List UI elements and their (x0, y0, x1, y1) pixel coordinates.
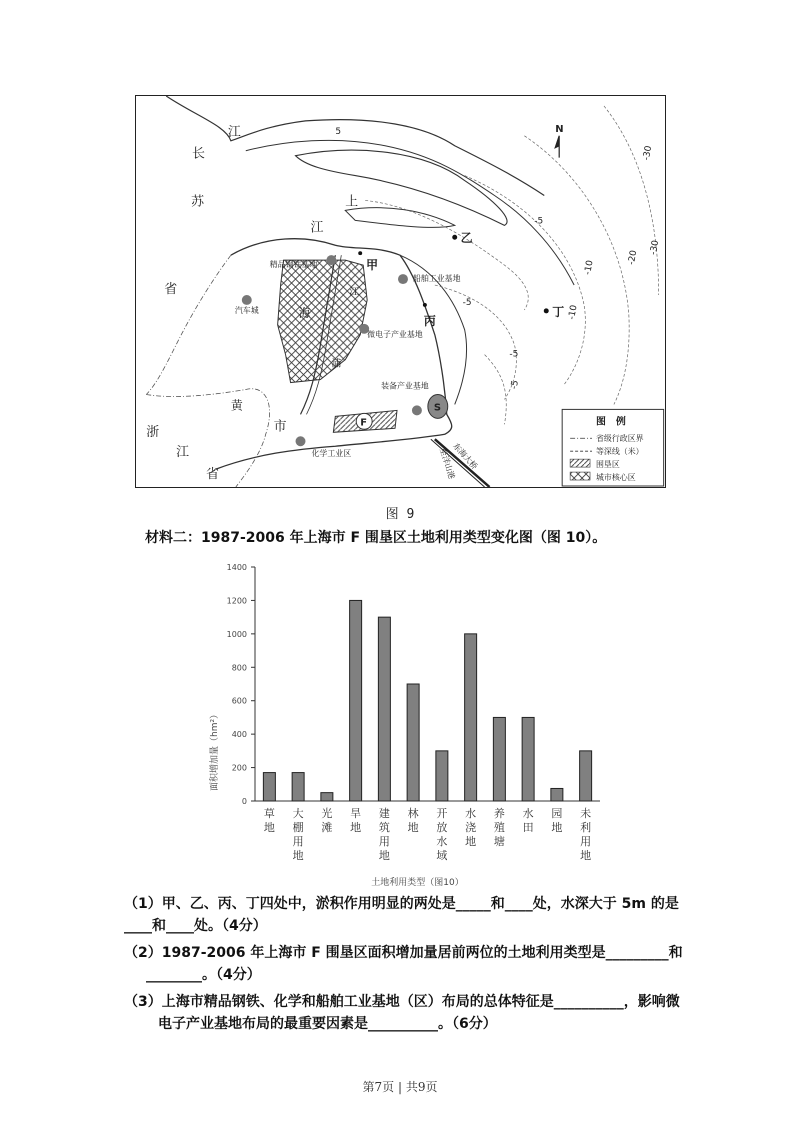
river-bank-north (166, 96, 544, 195)
base-steel-dot (326, 255, 336, 265)
x-tick-label: 地 (378, 849, 390, 862)
x-tick-label: 浇 (465, 821, 477, 834)
question-3 (124, 991, 680, 1035)
depth-label: -5 (534, 216, 544, 227)
base-micro: 微电子产业基地 (367, 329, 423, 339)
x-tick-label: 地 (407, 821, 419, 834)
depth-label: -5 (462, 297, 472, 308)
depth-label: -5 (509, 379, 521, 391)
figure9-caption: 图 9 (385, 507, 415, 522)
base-auto-dot (242, 295, 252, 305)
isobath-30 (604, 106, 662, 295)
base-equip: 装备产业基地 (381, 381, 429, 391)
x-tick-label: 棚 (292, 821, 304, 834)
map-svg (136, 96, 665, 487)
legend-item: 省级行政区界 (596, 434, 644, 444)
bar (292, 773, 304, 801)
x-tick-label: 地 (465, 835, 477, 848)
y-tick-label: 600 (231, 696, 247, 706)
isobath-5c (485, 355, 507, 425)
place-hai: 海 (298, 305, 311, 320)
x-tick-label: 水 (436, 835, 448, 848)
city-core-area (278, 260, 368, 382)
place-sheng1: 省 (164, 281, 178, 297)
figure9-map (135, 95, 666, 488)
question-3-line1: （3）上海市精品钢铁、化学和船舶工业基地（区）布局的总体特征是__________，影响微 (124, 994, 680, 1010)
x-tick-label: 地 (350, 821, 362, 834)
x-tick-label: 旱 (350, 807, 362, 820)
x-tick-label: 地 (580, 849, 592, 862)
point-jia-dot (358, 251, 362, 255)
depth-label: -5 (509, 349, 519, 360)
province-boundary2 (146, 255, 231, 394)
depth-label: -30 (648, 239, 662, 256)
place-huang: 黄 (230, 398, 243, 413)
y-tick-label: 1400 (226, 563, 247, 572)
x-tick-label: 用 (292, 835, 304, 848)
place-shi: 市 (273, 419, 287, 435)
depth-label: -10 (583, 259, 596, 276)
s-label: S (433, 402, 442, 414)
question-2 (124, 942, 683, 986)
x-tick-label: 滩 (321, 821, 333, 834)
bar-chart-svg (195, 555, 615, 895)
y-tick-label: 1200 (226, 596, 247, 606)
isobath-5b (435, 285, 517, 399)
x-tick-label: 建 (378, 807, 390, 820)
question-1 (124, 893, 679, 937)
point-yi: 乙 (460, 231, 473, 246)
y-axis-label: 面积增加量（hm²） (210, 709, 220, 791)
x-axis-label: 土地利用类型（图10） (371, 878, 464, 888)
material2-heading: 材料二：1987-2006 年上海市 F 围垦区土地利用类型变化图（图 10）。 (145, 530, 607, 546)
isobath-10 (462, 176, 586, 385)
island-label: 至洋山港 (437, 447, 457, 481)
place-zhe: 浙 (146, 425, 160, 441)
base-ship: 船舶工业基地 (412, 274, 461, 284)
question-1-line1: （1）甲、乙、丙、丁四处中，淤积作用明显的两处是_____和____处，水深大于 5m 的是 (124, 896, 679, 912)
f-label: F (360, 417, 368, 429)
depth-label: 5 (335, 126, 342, 137)
y-tick-label: 0 (241, 797, 247, 806)
y-tick-label: 1000 (226, 629, 247, 639)
x-tick-label: 用 (378, 835, 390, 848)
map-legend (562, 409, 663, 486)
place-sheng2: 省 (205, 467, 219, 483)
depth-label: -20 (626, 249, 640, 266)
x-tick-label: 水 (465, 807, 477, 820)
bar (350, 600, 362, 801)
question-3-line2: 电子产业基地布局的最重要因素是__________。（6分） (158, 1016, 497, 1032)
place-pu: 浦 (331, 358, 342, 370)
bar (436, 751, 448, 801)
x-tick-label: 地 (263, 821, 275, 834)
depth-label: -10 (567, 304, 580, 321)
point-bing-dot (423, 303, 427, 307)
svg-text:N: N (555, 123, 564, 135)
place-jiang4: 江 (176, 445, 190, 461)
place-jiang5: 江 (349, 286, 360, 298)
bridge-label: 东海大桥 (451, 441, 480, 472)
legend-item: 等深线（米） (596, 447, 644, 457)
point-ding: 丁 (552, 304, 565, 319)
x-tick-label: 园 (551, 807, 563, 820)
base-chem-dot (296, 436, 306, 446)
x-tick-label: 草 (263, 807, 275, 820)
x-tick-label: 塘 (493, 835, 505, 848)
y-tick-label: 200 (231, 763, 247, 773)
figure10-chart (195, 555, 615, 895)
x-tick-label: 林 (407, 807, 419, 820)
x-tick-label: 光 (321, 807, 333, 820)
place-jiang1: 江 (227, 124, 241, 140)
x-tick-label: 开 (436, 807, 448, 820)
bar (407, 684, 419, 801)
base-ship-dot (398, 274, 408, 284)
x-tick-label: 养 (493, 807, 505, 820)
point-jia: 甲 (366, 258, 379, 273)
legend-item: 城市核心区 (596, 473, 636, 483)
x-tick-label: 田 (522, 821, 534, 834)
bar (321, 793, 333, 801)
bar (378, 617, 390, 801)
point-ding-dot (544, 308, 549, 313)
bar (551, 788, 563, 801)
bar (465, 634, 477, 801)
point-bing: 丙 (423, 313, 436, 328)
x-tick-label: 水 (522, 807, 534, 820)
bar (493, 717, 505, 801)
bar (580, 751, 592, 801)
place-chang: 长 (192, 146, 205, 162)
x-tick-label: 地 (292, 849, 304, 862)
question-2-line1: （2）1987-2006 年上海市 F 围垦区面积增加量居前两位的土地利用类型是_________和 (124, 945, 683, 961)
legend-item: 围垦区 (596, 460, 620, 470)
base-chem: 化学工业区 (311, 449, 352, 459)
point-yi-dot (452, 235, 457, 240)
x-tick-label: 放 (436, 821, 448, 834)
x-tick-label: 大 (292, 807, 304, 820)
x-tick-label: 殖 (493, 821, 505, 834)
place-jiang2: 江 (310, 220, 324, 236)
x-tick-label: 域 (436, 849, 448, 862)
depth-label: -30 (641, 145, 655, 162)
y-tick-label: 400 (231, 730, 247, 740)
question-1-line2: ____和____处。（4分） (124, 918, 267, 934)
base-auto: 汽车城 (234, 305, 259, 315)
x-tick-label: 筑 (378, 821, 390, 834)
north-arrow (555, 124, 563, 158)
isobath-20 (524, 136, 629, 405)
bar (263, 773, 275, 801)
place-shang: 上 (345, 194, 359, 210)
x-tick-label: 用 (580, 835, 592, 848)
changxing-island (345, 208, 454, 228)
place-su: 苏 (191, 194, 204, 210)
x-tick-label: 地 (551, 821, 563, 834)
chongming-island (296, 150, 508, 225)
base-steel: 精品钢铁基地 (269, 260, 318, 270)
bar (522, 717, 534, 801)
legend-title: 图 例 (596, 416, 626, 428)
x-tick-label: 未 (580, 807, 592, 820)
x-tick-label: 利 (580, 821, 592, 834)
question-2-line2: ________。（4分） (146, 967, 261, 983)
base-equip-dot (412, 405, 422, 415)
y-tick-label: 800 (231, 663, 247, 673)
page-footer: 第7页 | 共9页 (362, 1080, 438, 1094)
